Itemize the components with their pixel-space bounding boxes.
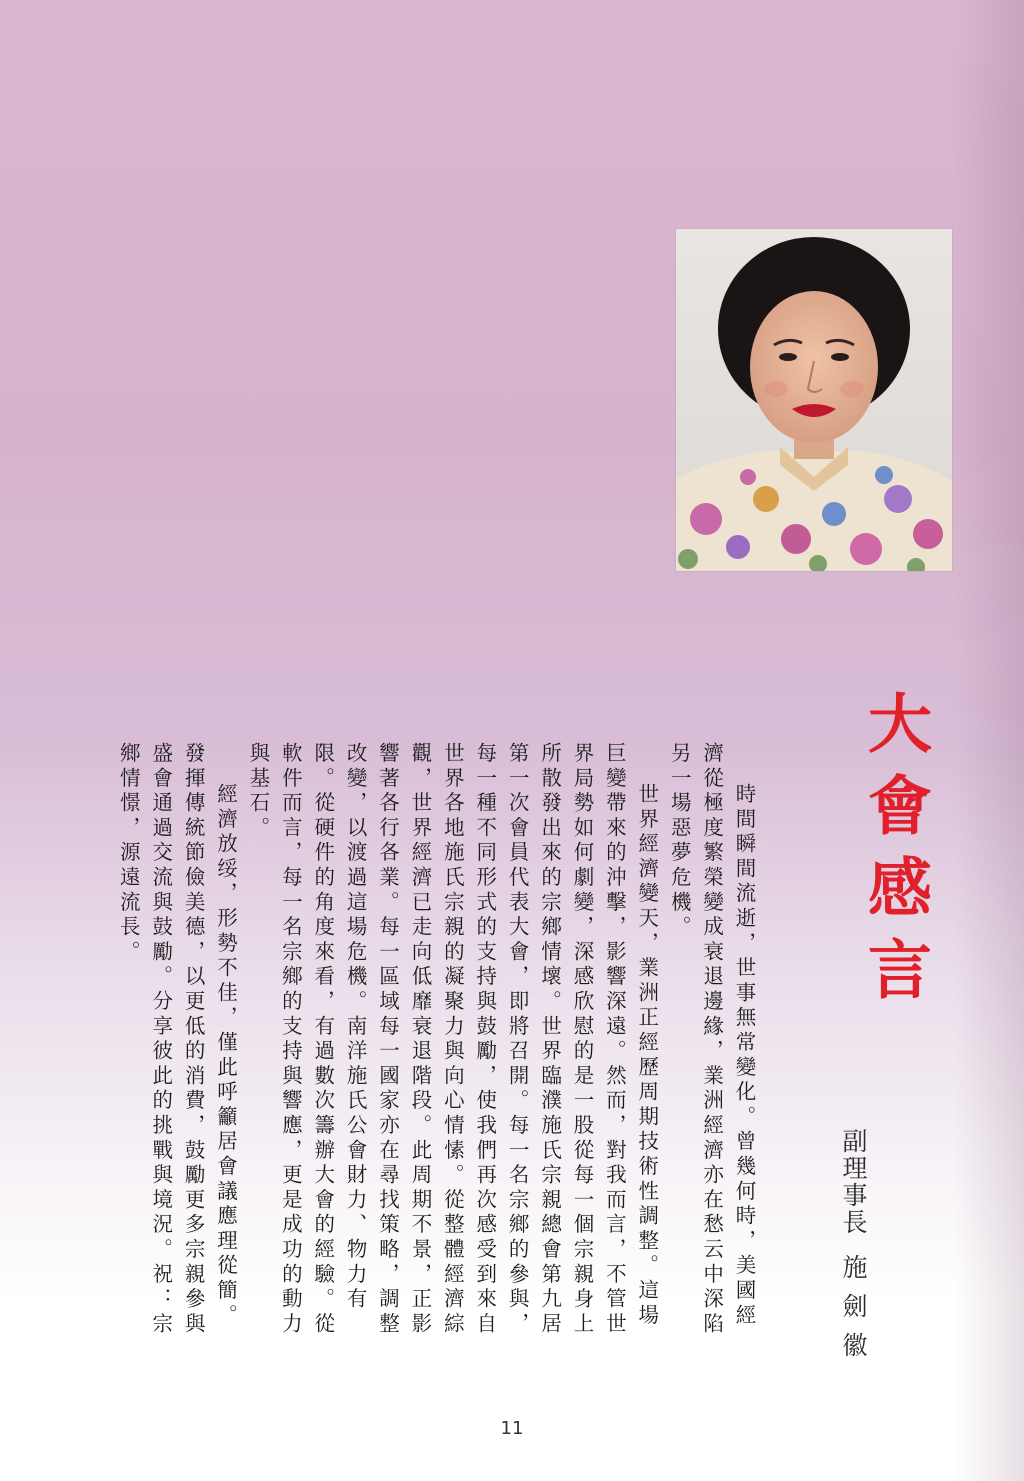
body-paragraph-2: 世界經濟變天，業洲正經歷周期技術性調整。這場巨變帶來的沖擊，影響深遠。然而，對我而言，不管世界局勢如何劇變，深感欣慰的是一股從每一個宗親身上所散發出來的宗鄉情壞。世界臨濮施氏宗親總會第九居第一次會員代表大會，即將召開。每一名宗鄉的參與，每一種不同形式的支持與鼓勵，使我們再次感受到來自世界各地施氏宗親的凝聚力與向心情愫。從整體經濟綜觀，世界經濟已走向低靡衰退階段。此周期不景，正影響著各行各業。每一區域每一國家亦在尋找策略，調整改變，以渡過這場危機。南洋施氏公會財力、物力有限。從硬件的角度來看，有過數次籌辦大會的經驗。從軟件而言，每一名宗鄉的支持與響應，更是成功的動力與基石。 — [245, 742, 659, 1338]
author-name: 施劍徽 — [839, 1254, 868, 1371]
body-paragraph-3: 經濟放绥，形勢不佳，僅此呼籲居會議應理從簡。發揮傳統節儉美德，以更低的消費，鼓勵更多宗親參與盛會通過交流與鼓勵。分享彼此的挑戰與境況。祝：宗鄉情憬，源遠流長。 — [116, 742, 238, 1338]
author-role: 副理事長 — [839, 1128, 868, 1236]
article-body — [110, 742, 760, 1352]
body-paragraph-1: 時間瞬間流逝，世事無常變化。曾幾何時，美國經濟從極度繁榮變成衰退邊緣，業洲經濟亦在愁云中深陷另一場惡夢危機。 — [667, 742, 756, 1338]
author-byline — [836, 1128, 871, 1371]
page-edge-shade — [954, 0, 1024, 1481]
portrait-photo — [676, 229, 952, 571]
page-number: 11 — [500, 1418, 524, 1439]
article-title: 大會感言 — [857, 690, 931, 1018]
